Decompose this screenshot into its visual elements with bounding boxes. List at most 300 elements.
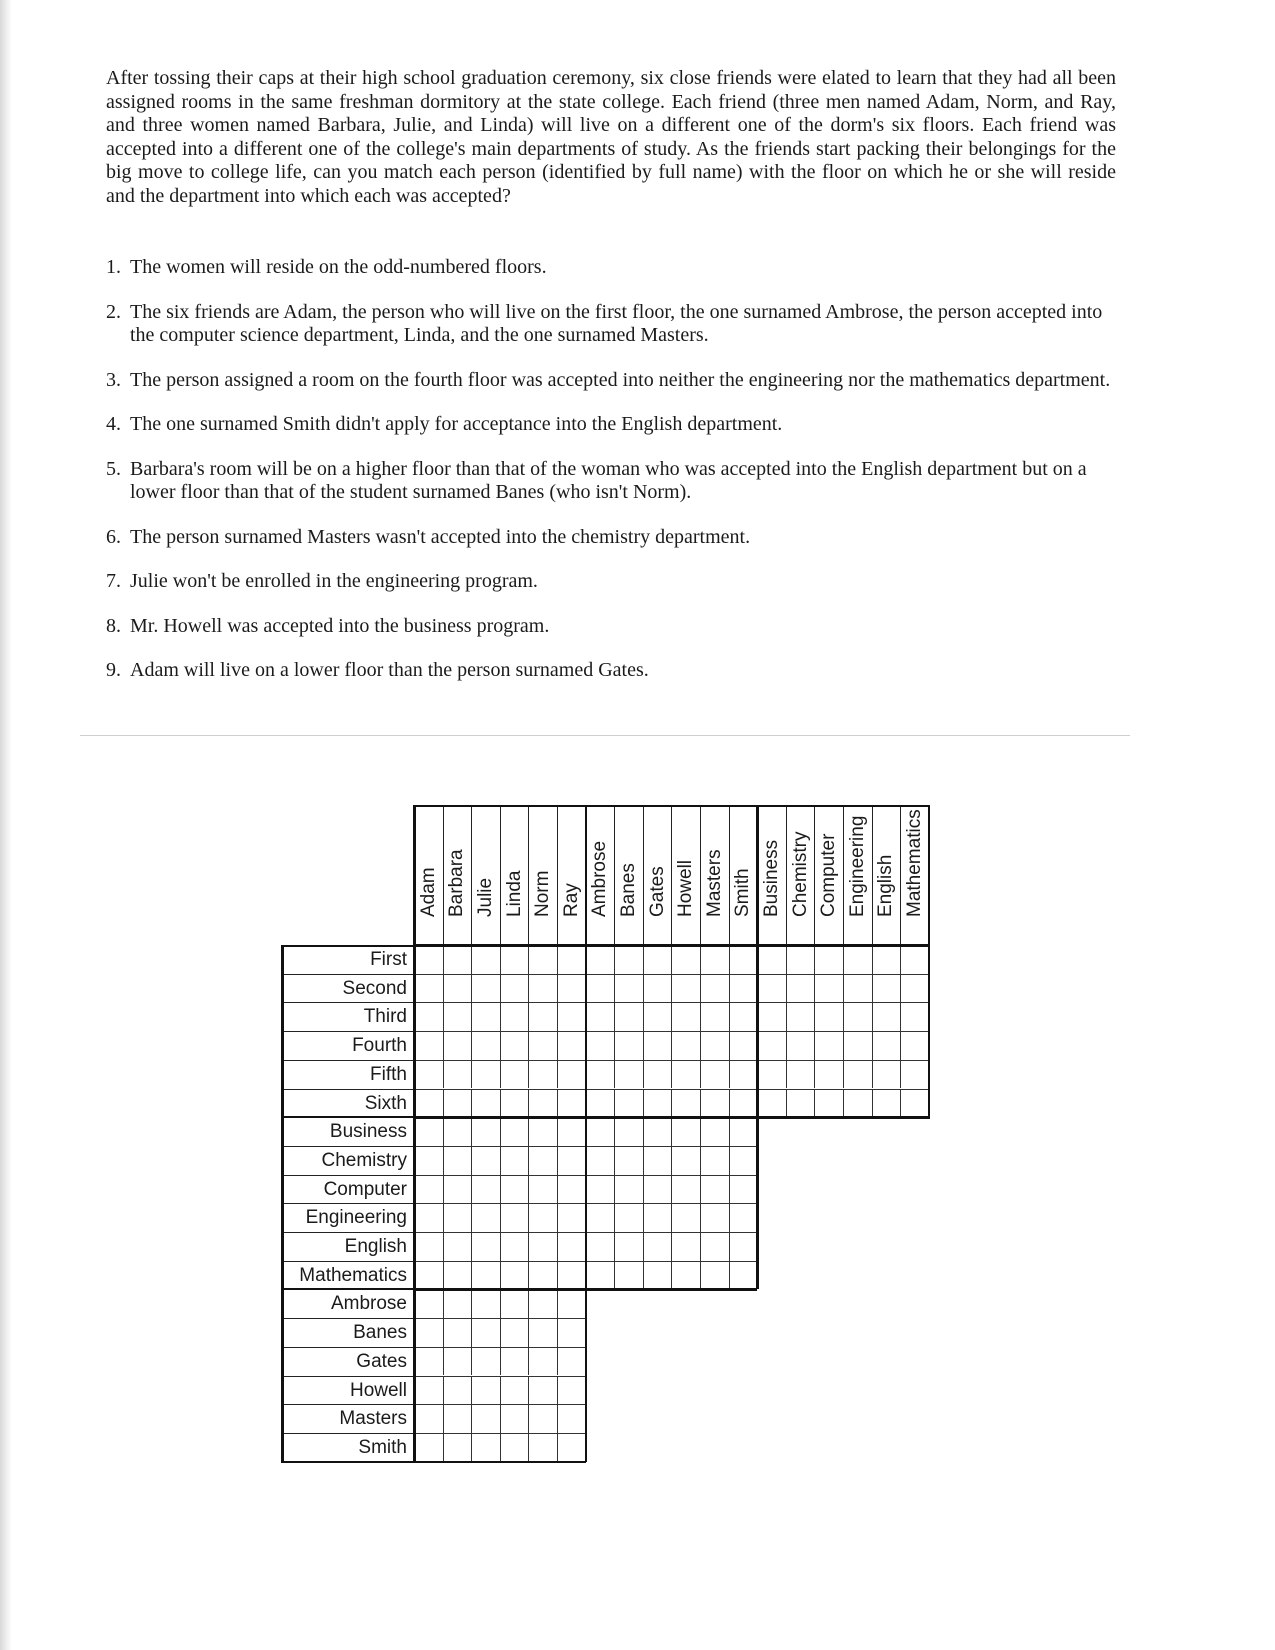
grid-cell[interactable] <box>557 1347 586 1376</box>
section-divider <box>80 735 1130 736</box>
grid-cell[interactable] <box>414 1203 443 1232</box>
grid-cell[interactable] <box>500 1376 529 1405</box>
clue-item <box>106 413 1116 437</box>
clue-text: The one surnamed Smith didn't apply for acceptance into the English department. <box>130 413 783 435</box>
grid-cell[interactable] <box>671 1002 700 1031</box>
grid-cell[interactable] <box>528 1433 557 1462</box>
clue-item <box>106 659 1116 683</box>
grid-cell[interactable] <box>471 974 500 1003</box>
grid-cell[interactable] <box>729 1232 758 1261</box>
grid-cell[interactable] <box>557 1002 586 1031</box>
grid-cell[interactable] <box>643 974 672 1003</box>
row-header-engineering: Engineering <box>281 1203 414 1232</box>
grid-cell[interactable] <box>471 1175 500 1204</box>
grid-cell[interactable] <box>528 1203 557 1232</box>
grid-cell[interactable] <box>528 1261 557 1290</box>
grid-border <box>414 805 929 807</box>
grid-cell[interactable] <box>528 1002 557 1031</box>
row-header-english: English <box>281 1232 414 1261</box>
grid-cell[interactable] <box>786 1031 815 1060</box>
grid-cell[interactable] <box>443 1347 472 1376</box>
column-header-label: English <box>875 854 897 917</box>
grid-cell[interactable] <box>643 1117 672 1146</box>
grid-cell[interactable] <box>729 1060 758 1089</box>
grid-cell[interactable] <box>414 1376 443 1405</box>
grid-cell[interactable] <box>557 974 586 1003</box>
grid-cell[interactable] <box>671 1060 700 1089</box>
grid-cell[interactable] <box>614 1261 643 1290</box>
grid-cell[interactable] <box>900 974 929 1003</box>
grid-cell[interactable] <box>814 1002 843 1031</box>
grid-cell[interactable] <box>500 1089 529 1118</box>
grid-cell[interactable] <box>586 1117 615 1146</box>
grid-cell[interactable] <box>528 1175 557 1204</box>
grid-cell[interactable] <box>671 1232 700 1261</box>
grid-border <box>585 805 588 1462</box>
grid-cell[interactable] <box>729 1031 758 1060</box>
grid-cell[interactable] <box>557 1203 586 1232</box>
grid-cell[interactable] <box>700 1232 729 1261</box>
grid-cell[interactable] <box>643 1146 672 1175</box>
column-header-label: Chemistry <box>789 831 811 917</box>
column-header-label: Howell <box>675 859 697 917</box>
grid-cell[interactable] <box>700 1117 729 1146</box>
grid-cell[interactable] <box>700 1203 729 1232</box>
column-header-norm <box>528 805 557 945</box>
grid-cell[interactable] <box>557 1404 586 1433</box>
grid-cell[interactable] <box>471 1031 500 1060</box>
grid-cell[interactable] <box>900 1002 929 1031</box>
grid-cell[interactable] <box>900 1089 929 1118</box>
grid-cell[interactable] <box>528 1117 557 1146</box>
grid-cell[interactable] <box>586 1060 615 1089</box>
clue-item <box>106 615 1116 639</box>
row-header-second: Second <box>281 974 414 1003</box>
grid-cell[interactable] <box>643 1089 672 1118</box>
grid-cell[interactable] <box>557 1060 586 1089</box>
grid-cell[interactable] <box>643 945 672 974</box>
grid-cell[interactable] <box>471 1002 500 1031</box>
grid-cell[interactable] <box>757 974 786 1003</box>
clue-number: 2. <box>106 300 121 323</box>
grid-border <box>281 945 414 947</box>
grid-cell[interactable] <box>614 1031 643 1060</box>
grid-cell[interactable] <box>614 1117 643 1146</box>
grid-cell[interactable] <box>671 1089 700 1118</box>
column-header-label: Julie <box>474 877 496 917</box>
column-header-adam <box>414 805 443 945</box>
grid-cell[interactable] <box>786 1002 815 1031</box>
grid-cell[interactable] <box>443 1376 472 1405</box>
grid-cell[interactable] <box>557 1031 586 1060</box>
grid-cell[interactable] <box>614 1060 643 1089</box>
grid-cell[interactable] <box>471 1261 500 1290</box>
grid-cell[interactable] <box>414 1031 443 1060</box>
grid-cell[interactable] <box>586 1203 615 1232</box>
grid-cell[interactable] <box>500 1060 529 1089</box>
row-header-third: Third <box>281 1002 414 1031</box>
grid-cell[interactable] <box>786 1060 815 1089</box>
grid-cell[interactable] <box>414 945 443 974</box>
grid-cell[interactable] <box>500 945 529 974</box>
grid-cell[interactable] <box>843 974 872 1003</box>
clue-number: 7. <box>106 570 121 592</box>
row-header-smith: Smith <box>281 1433 414 1462</box>
column-header-mathematics <box>900 805 929 945</box>
grid-cell[interactable] <box>557 1261 586 1290</box>
grid-cell[interactable] <box>586 1146 615 1175</box>
grid-cell[interactable] <box>643 1031 672 1060</box>
grid-cell[interactable] <box>843 1002 872 1031</box>
grid-border <box>928 805 930 1119</box>
grid-cell[interactable] <box>900 1060 929 1089</box>
grid-border <box>281 1461 414 1464</box>
grid-border <box>281 1288 414 1290</box>
column-header-barbara <box>443 805 472 945</box>
grid-cell[interactable] <box>414 1261 443 1290</box>
grid-cell[interactable] <box>700 1031 729 1060</box>
grid-cell[interactable] <box>557 1289 586 1318</box>
grid-cell[interactable] <box>557 1232 586 1261</box>
grid-cell[interactable] <box>500 1203 529 1232</box>
grid-cell[interactable] <box>671 945 700 974</box>
grid-cell[interactable] <box>872 945 901 974</box>
column-header-label: Linda <box>503 870 525 917</box>
grid-cell[interactable] <box>443 1089 472 1118</box>
grid-cell[interactable] <box>471 1347 500 1376</box>
grid-cell[interactable] <box>471 1289 500 1318</box>
grid-cell[interactable] <box>443 974 472 1003</box>
grid-cell[interactable] <box>528 1232 557 1261</box>
grid-cell[interactable] <box>443 1002 472 1031</box>
grid-cell[interactable] <box>700 945 729 974</box>
clue-number: 8. <box>106 614 121 637</box>
clue-item <box>106 526 1116 550</box>
grid-cell[interactable] <box>528 1404 557 1433</box>
grid-cell[interactable] <box>729 974 758 1003</box>
grid-cell[interactable] <box>528 1089 557 1118</box>
grid-cell[interactable] <box>443 1117 472 1146</box>
column-header-masters <box>700 805 729 945</box>
grid-cell[interactable] <box>414 1089 443 1118</box>
grid-cell[interactable] <box>557 1433 586 1462</box>
grid-cell[interactable] <box>443 1203 472 1232</box>
grid-cell[interactable] <box>443 1146 472 1175</box>
grid-cell[interactable] <box>528 1031 557 1060</box>
row-header-computer: Computer <box>281 1175 414 1204</box>
grid-cell[interactable] <box>471 1318 500 1347</box>
grid-cell[interactable] <box>729 1203 758 1232</box>
grid-cell[interactable] <box>729 945 758 974</box>
grid-cell[interactable] <box>557 1117 586 1146</box>
grid-cell[interactable] <box>500 1289 529 1318</box>
grid-cell[interactable] <box>557 1376 586 1405</box>
grid-cell[interactable] <box>528 1289 557 1318</box>
grid-cell[interactable] <box>500 1117 529 1146</box>
grid-cell[interactable] <box>557 945 586 974</box>
grid-border <box>281 1116 414 1118</box>
grid-cell[interactable] <box>643 1175 672 1204</box>
column-header-julie <box>471 805 500 945</box>
row-header-business: Business <box>281 1117 414 1146</box>
grid-cell[interactable] <box>786 945 815 974</box>
grid-cell[interactable] <box>557 1318 586 1347</box>
grid-cell[interactable] <box>700 1089 729 1118</box>
grid-cell[interactable] <box>700 1146 729 1175</box>
grid-cell[interactable] <box>614 1089 643 1118</box>
grid-cell[interactable] <box>814 1089 843 1118</box>
grid-cell[interactable] <box>900 1031 929 1060</box>
grid-cell[interactable] <box>528 1060 557 1089</box>
grid-cell[interactable] <box>443 1261 472 1290</box>
grid-cell[interactable] <box>872 974 901 1003</box>
grid-cell[interactable] <box>500 1261 529 1290</box>
column-header-smith <box>729 805 758 945</box>
grid-cell[interactable] <box>757 1031 786 1060</box>
row-header-sixth: Sixth <box>281 1089 414 1118</box>
grid-cell[interactable] <box>671 1146 700 1175</box>
grid-cell[interactable] <box>700 1060 729 1089</box>
grid-cell[interactable] <box>414 1060 443 1089</box>
grid-cell[interactable] <box>614 1146 643 1175</box>
grid-cell[interactable] <box>614 1203 643 1232</box>
grid-border <box>414 944 929 947</box>
grid-cell[interactable] <box>471 1203 500 1232</box>
clue-number: 4. <box>106 413 121 435</box>
grid-cell[interactable] <box>729 1089 758 1118</box>
grid-cell[interactable] <box>528 1146 557 1175</box>
grid-cell[interactable] <box>643 1060 672 1089</box>
grid-cell[interactable] <box>700 1002 729 1031</box>
grid-cell[interactable] <box>414 1002 443 1031</box>
grid-cell[interactable] <box>443 1060 472 1089</box>
grid-cell[interactable] <box>586 1261 615 1290</box>
column-header-linda <box>500 805 529 945</box>
row-header-banes: Banes <box>281 1318 414 1347</box>
column-header-howell <box>671 805 700 945</box>
grid-border <box>281 945 284 1462</box>
grid-cell[interactable] <box>414 974 443 1003</box>
grid-cell[interactable] <box>471 1232 500 1261</box>
column-header-english <box>872 805 901 945</box>
grid-cell[interactable] <box>500 1175 529 1204</box>
grid-cell[interactable] <box>414 1232 443 1261</box>
clue-text: Mr. Howell was accepted into the business program. <box>130 614 550 637</box>
clue-number: 1. <box>106 256 121 278</box>
column-header-label: Business <box>760 839 782 917</box>
clue-item <box>106 301 1116 348</box>
grid-cell[interactable] <box>557 1089 586 1118</box>
clue-number: 3. <box>106 368 121 391</box>
grid-cell[interactable] <box>872 1060 901 1089</box>
grid-cell[interactable] <box>414 1404 443 1433</box>
grid-cell[interactable] <box>814 974 843 1003</box>
grid-cell[interactable] <box>500 1318 529 1347</box>
grid-cell[interactable] <box>557 1175 586 1204</box>
grid-cell[interactable] <box>471 1433 500 1462</box>
grid-cell[interactable] <box>729 1175 758 1204</box>
grid-cell[interactable] <box>443 945 472 974</box>
grid-cell[interactable] <box>414 1433 443 1462</box>
grid-border <box>414 1288 757 1291</box>
grid-cell[interactable] <box>872 1031 901 1060</box>
column-header-label: Ambrose <box>589 840 611 917</box>
grid-cell[interactable] <box>843 1089 872 1118</box>
grid-cell[interactable] <box>643 1232 672 1261</box>
grid-cell[interactable] <box>500 1031 529 1060</box>
grid-cell[interactable] <box>671 1175 700 1204</box>
grid-cell[interactable] <box>814 1060 843 1089</box>
grid-cell[interactable] <box>729 1002 758 1031</box>
grid-cell[interactable] <box>786 1089 815 1118</box>
grid-cell[interactable] <box>614 1002 643 1031</box>
grid-cell[interactable] <box>729 1117 758 1146</box>
column-header-label: Adam <box>417 867 439 917</box>
grid-cell[interactable] <box>643 1261 672 1290</box>
grid-cell[interactable] <box>471 1060 500 1089</box>
grid-cell[interactable] <box>414 1117 443 1146</box>
row-header-ambrose: Ambrose <box>281 1289 414 1318</box>
column-header-banes <box>614 805 643 945</box>
grid-cell[interactable] <box>586 974 615 1003</box>
grid-cell[interactable] <box>700 974 729 1003</box>
grid-cell[interactable] <box>528 1376 557 1405</box>
grid-cell[interactable] <box>586 1175 615 1204</box>
grid-cell[interactable] <box>586 1089 615 1118</box>
grid-cell[interactable] <box>671 1261 700 1290</box>
grid-cell[interactable] <box>500 1146 529 1175</box>
grid-cell[interactable] <box>500 1232 529 1261</box>
grid-cell[interactable] <box>471 1404 500 1433</box>
grid-border <box>414 1116 929 1119</box>
clue-item <box>106 369 1116 393</box>
column-header-ambrose <box>586 805 615 945</box>
grid-cell[interactable] <box>643 1203 672 1232</box>
grid-cell[interactable] <box>614 1175 643 1204</box>
grid-cell[interactable] <box>528 945 557 974</box>
grid-cell[interactable] <box>414 1146 443 1175</box>
grid-cell[interactable] <box>443 1318 472 1347</box>
grid-cell[interactable] <box>414 1289 443 1318</box>
grid-cell[interactable] <box>500 1002 529 1031</box>
row-header-first: First <box>281 945 414 974</box>
grid-cell[interactable] <box>757 1002 786 1031</box>
grid-cell[interactable] <box>671 1203 700 1232</box>
grid-cell[interactable] <box>471 945 500 974</box>
grid-cell[interactable] <box>471 1146 500 1175</box>
grid-cell[interactable] <box>872 1089 901 1118</box>
column-header-label: Gates <box>646 866 668 917</box>
column-header-label: Smith <box>732 868 754 917</box>
clue-item <box>106 256 1116 280</box>
grid-cell[interactable] <box>443 1175 472 1204</box>
grid-cell[interactable] <box>757 945 786 974</box>
grid-cell[interactable] <box>757 1089 786 1118</box>
grid-cell[interactable] <box>557 1146 586 1175</box>
grid-cell[interactable] <box>528 974 557 1003</box>
grid-cell[interactable] <box>843 1060 872 1089</box>
grid-cell[interactable] <box>443 1232 472 1261</box>
column-header-label: Computer <box>818 833 840 917</box>
grid-cell[interactable] <box>872 1002 901 1031</box>
grid-cell[interactable] <box>843 1031 872 1060</box>
grid-cell[interactable] <box>586 1232 615 1261</box>
grid-cell[interactable] <box>729 1146 758 1175</box>
grid-cell[interactable] <box>500 1347 529 1376</box>
grid-cell[interactable] <box>414 1347 443 1376</box>
scan-edge-shadow <box>0 0 12 1650</box>
grid-cell[interactable] <box>500 1433 529 1462</box>
grid-cell[interactable] <box>814 945 843 974</box>
clue-text: The person assigned a room on the fourth floor was accepted into neither the engineering nor the mathematics department. <box>130 368 1111 391</box>
column-header-label: Norm <box>532 870 554 917</box>
row-header-masters: Masters <box>281 1404 414 1433</box>
grid-cell[interactable] <box>614 1232 643 1261</box>
row-header-howell: Howell <box>281 1376 414 1405</box>
grid-cell[interactable] <box>729 1261 758 1290</box>
grid-cell[interactable] <box>814 1031 843 1060</box>
clue-text: The six friends are Adam, the person who will live on the first floor, the one surnamed Ambrose, the person accepted into the computer science department, Linda, and the one surnamed Masters. <box>130 300 1103 346</box>
grid-cell[interactable] <box>671 1031 700 1060</box>
grid-cell[interactable] <box>786 974 815 1003</box>
clue-text: The women will reside on the odd-numbered floors. <box>130 256 547 278</box>
grid-cell[interactable] <box>528 1347 557 1376</box>
grid-cell[interactable] <box>700 1175 729 1204</box>
grid-cell[interactable] <box>614 945 643 974</box>
grid-cell[interactable] <box>471 1376 500 1405</box>
grid-cell[interactable] <box>586 1002 615 1031</box>
grid-cell[interactable] <box>443 1031 472 1060</box>
row-header-fourth: Fourth <box>281 1031 414 1060</box>
clue-number: 9. <box>106 659 121 681</box>
row-header-gates: Gates <box>281 1347 414 1376</box>
row-header-mathematics: Mathematics <box>281 1261 414 1290</box>
column-header-label: Barbara <box>446 849 468 917</box>
grid-cell[interactable] <box>414 1318 443 1347</box>
grid-cell[interactable] <box>757 1060 786 1089</box>
clue-item <box>106 570 1116 594</box>
column-header-business <box>757 805 786 945</box>
grid-cell[interactable] <box>614 974 643 1003</box>
grid-cell[interactable] <box>643 1002 672 1031</box>
grid-cell[interactable] <box>500 1404 529 1433</box>
clue-text: The person surnamed Masters wasn't accepted into the chemistry department. <box>130 525 751 548</box>
column-header-engineering <box>843 805 872 945</box>
grid-cell[interactable] <box>471 1089 500 1118</box>
grid-cell[interactable] <box>900 945 929 974</box>
grid-cell[interactable] <box>443 1289 472 1318</box>
grid-cell[interactable] <box>843 945 872 974</box>
grid-cell[interactable] <box>528 1318 557 1347</box>
grid-cell[interactable] <box>471 1117 500 1146</box>
column-header-gates <box>643 805 672 945</box>
grid-cell[interactable] <box>443 1433 472 1462</box>
grid-cell[interactable] <box>443 1404 472 1433</box>
grid-cell[interactable] <box>586 1031 615 1060</box>
column-header-ray <box>557 805 586 945</box>
grid-cell[interactable] <box>671 1117 700 1146</box>
grid-cell[interactable] <box>700 1261 729 1290</box>
puzzle-introduction: After tossing their caps at their high school graduation ceremony, six close friends were elated to learn that they had all been assigned rooms in the same freshman dormitory at the state college. Each friend (three men named Adam, Norm, and Ray, and three women named Barbara, Julie, and Linda) will live on a different one of the dorm's six floors. Each friend was accepted into a different one of the college's main departments of study. As the friends start packing their belongings for the big move to college life, can you match each person (identified by full name) with the floor on which he or she will reside and the department into which each was accepted? <box>106 67 1116 207</box>
column-header-chemistry <box>786 805 815 945</box>
clue-item <box>106 458 1116 505</box>
grid-cell[interactable] <box>671 974 700 1003</box>
clue-text: Barbara's room will be on a higher floor than that of the woman who was accepted into the English department but on a lower floor than that of the student surnamed Banes (who isn't Norm). <box>130 457 1087 503</box>
grid-cell[interactable] <box>586 945 615 974</box>
column-header-label: Banes <box>617 863 639 917</box>
grid-cell[interactable] <box>500 974 529 1003</box>
grid-cell[interactable] <box>414 1175 443 1204</box>
